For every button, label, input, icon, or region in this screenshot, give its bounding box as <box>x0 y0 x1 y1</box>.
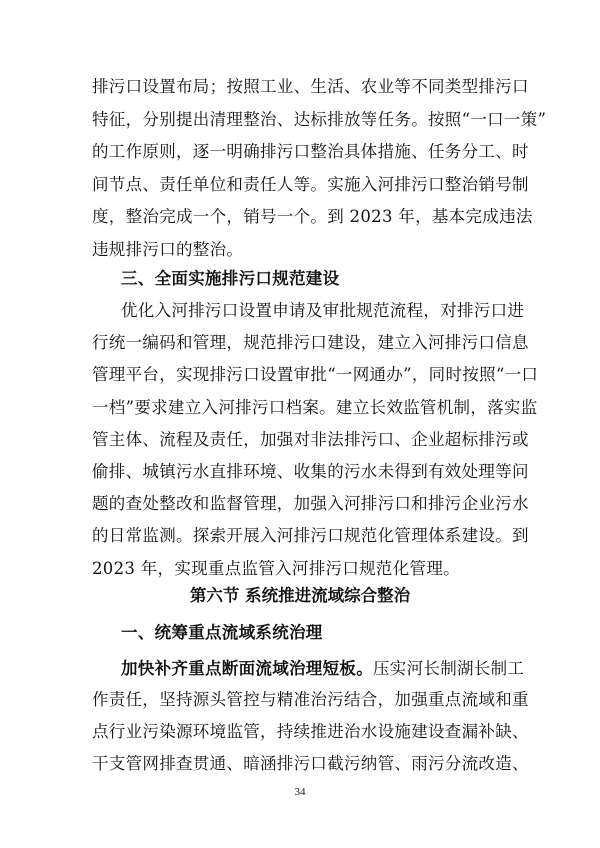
body-line: 干支管网排查贯通、暗涵排污口截污纳管、雨污分流改造、 <box>92 754 529 773</box>
body-line: 一档”要求建立入河排污口档案。建立长效监管机制，落实监 <box>92 397 538 417</box>
body-line: 2023 年，实现重点监管入河排污口规范化管理。 <box>92 558 460 578</box>
section-title: 第六节 系统推进流域综合整治 <box>189 586 411 605</box>
body-line: 管主体、流程及责任，加强对非法排污口、企业超标排污或 <box>92 429 529 449</box>
body-line: 特征，分别提出清理整治、达标排放等任务。按照“一口一策” <box>92 109 547 129</box>
body-line: 间节点、责任单位和责任人等。实施入河排污口整治销号制 <box>92 174 529 194</box>
body-line: 点行业污染源环境监管，持续推进治水设施建设查漏补缺、 <box>92 722 529 741</box>
body-line: 优化入河排污口设置申请及审批规范流程，对排污口进 <box>121 301 525 320</box>
body-line: 偷排、城镇污水直排环境、收集的污水未得到有效处理等问 <box>92 462 529 481</box>
body-line: 作责任，坚持源头管控与精准治污结合，加强重点流域和重 <box>92 690 529 709</box>
body-line: 违规排污口的整治。 <box>92 239 244 259</box>
page-number: 34 <box>294 786 306 798</box>
body-line: 度，整治完成一个，销号一个。到 2023 年，基本完成违法 <box>92 207 533 226</box>
bold-lead-text: 加快补齐重点断面流域治理短板。 <box>121 659 373 678</box>
body-line: 的日常监测。探索开展入河排污口规范化管理体系建设。到 <box>92 526 529 546</box>
lead-rest-text: 压实河长制湖长制工 <box>373 659 525 678</box>
subheading: 三、全面实施排污口规范建设 <box>121 269 340 288</box>
body-line: 行统一编码和管理，规范排污口建设，建立入河排污口信息 <box>92 333 529 353</box>
body-line: 题的查处整改和监督管理，加强入河排污口和排污企业污水 <box>92 494 529 514</box>
body-line: 管理平台，实现排污口设置审批“一网通办”，同时按照“一口 <box>92 365 539 385</box>
subheading: 一、统筹重点流域系统治理 <box>121 623 323 642</box>
body-line-lead <box>121 659 525 679</box>
body-line: 的工作原则，逐一明确排污口整治具体措施、任务分工、时 <box>92 142 529 161</box>
body-line: 排污口设置布局；按照工业、生活、农业等不同类型排污口 <box>92 77 529 96</box>
